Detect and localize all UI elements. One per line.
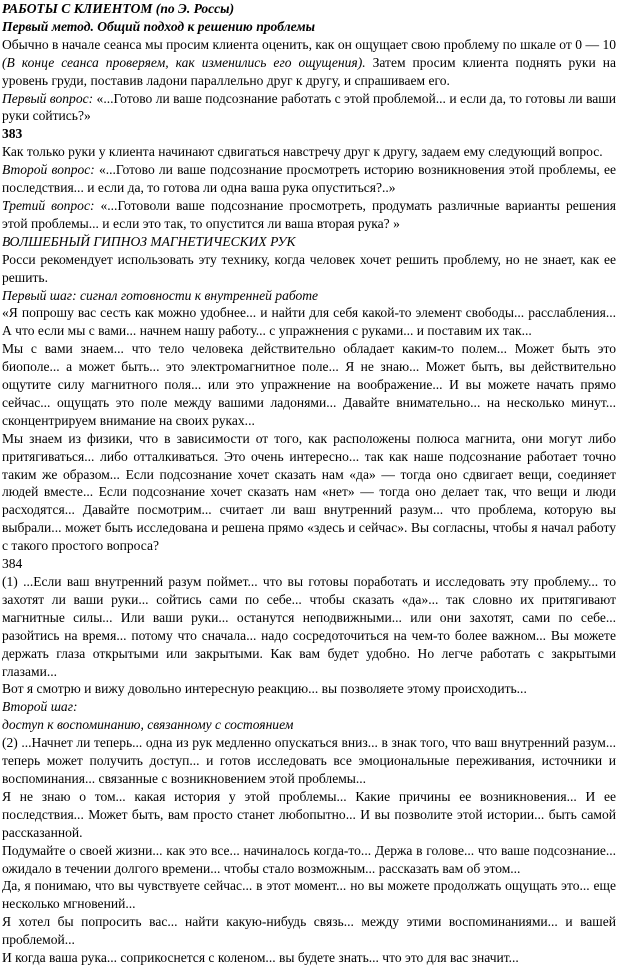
intro-text-start: Обычно в начале сеанса мы просим клиента оценить, как он ощущает свою проблему по шкале от 0 — 10	[2, 36, 616, 52]
step-2-label: Второй шаг:	[2, 699, 78, 715]
step-2-heading: доступ к воспоминанию, связанному с состоянием	[2, 717, 294, 733]
question-1-label: Первый вопрос:	[2, 90, 94, 106]
question-3-text: «...Готоволи ваше подсознание просмотреть, продумать различные варианты решения этой проблемы... и если это так, то опустится ли ваша вторая рука? »	[2, 197, 616, 231]
intro-paragraph	[2, 36, 616, 90]
paragraph-reaction: Вот я смотрю и вижу довольно интересную реакцию... вы позволяете этому происходить...	[2, 681, 527, 697]
paragraph-connection: Я хотел бы попросить вас... найти какую-нибудь связь... между этими воспоминаниями... и вашей проблемой...	[2, 914, 616, 948]
document-title: РАБОТЫ С КЛИЕНТОМ (по Э. Россы)	[2, 1, 235, 16]
question-2-text: «...Готово ли ваше подсознание просмотреть историю возникновения этой проблемы, ее последствия... и если да, то готова ли одна ваша рука опуститься?..»	[2, 162, 616, 196]
intro-text-end: Затем просим клиента поднять руки на уровень груди, поставив ладони параллельно друг к другу, и спрашиваем его.	[2, 54, 617, 88]
section-title: ВОЛШЕБНЫЙ ГИПНОЗ МАГНЕТИЧЕСКИХ РУК	[2, 233, 296, 249]
question-3	[2, 197, 616, 233]
method-heading: Первый метод. Общий подход к решению проблемы	[2, 18, 316, 34]
question-2	[2, 161, 616, 197]
paragraph-sit: «Я попрошу вас сесть как можно удобнее... и найти для себя какой-то элемент свободы... расслабления... А что если мы с вами... начнем нашу работу... с упражнения с руками... и поставим их так...	[2, 305, 616, 339]
paragraph-hands-move: Как только руки у клиента начинают сдвигаться навстречу друг к другу, задаем ему следующий вопрос.	[2, 144, 603, 160]
question-1-text: «...Готово ли ваше подсознание работать с этой проблемой... и если да, то готовы ли ваши руки сойтись?»	[2, 90, 616, 124]
paragraph-field: Мы с вами знаем... что тело человека действительно обладает каким-то полем... Может быть это биополе... а может быть... это электромагнитное поле... Я не знаю... Может быть, вы действительно ощутите силу магнитного поля... или это упражнение на воображение... И вы можете начать прямо сейчас... ощущать это поле между вашими ладонями... Давайте внимательно... на несколько минут... сконцентрируем внимание на своих руках...	[2, 341, 616, 428]
paragraph-knee: И когда ваша рука... соприкоснется с коленом... вы будете знать... что это для вас значит...	[2, 950, 519, 966]
paragraph-physics: Мы знаем из физики, что в зависимости от того, как расположены полюса магнита, они могут либо притягиваться... либо отталкиваться. Это очень интересно... так как наше подсознание работает точно таким же образом... Если подсознание хочет сказать нам «да» — тогда оно сдвигает вещи, соединяет людей вместе... Если подсознание хочет сказать нам «нет» — тогда оно делает так, что вещи и люди расходятся... Давайте посмотрим... считает ли ваш внутренний разум... что проблема, которую вы выбрали... может быть исследована и решена прямо «здесь и сейчас». Вы согласны, чтобы я начал работу с такого простого вопроса?	[2, 430, 616, 554]
question-2-label: Второй вопрос:	[2, 162, 95, 178]
paragraph-rossi: Росси рекомендует использовать эту технику, когда человек хочет решить проблему, но не знает, как ее решить.	[2, 251, 616, 285]
intro-text-italic: (В конце сеанса проверяем, как изменились его ощущения).	[2, 54, 366, 70]
page-number-384: 384	[2, 556, 23, 572]
paragraph-history: Я не знаю о том... какая история у этой проблемы... Какие причины ее возникновения... И ее последствия... Может быть, вам просто станет любопытно... И вы позволите этой истории... быть самой рассказанной.	[2, 788, 616, 840]
question-3-label: Третий вопрос:	[2, 197, 95, 213]
paragraph-step-2-instruction: (2) ...Начнет ли теперь... одна из рук медленно опускаться вниз... в знак того, что ваш внутренний разум... теперь может получить доступ... и готов исследовать все эмоциональные переживания, источники и воспоминания... связанные с возникновением этой проблемы...	[2, 735, 616, 786]
paragraph-life: Подумайте о своей жизни... как это все... начиналось когда-то... Держа в голове... что ваше подсознание... ожидало в течении долгого времени... чтобы стало возможным... рассказать вам об этом...	[2, 842, 616, 876]
paragraph-feeling: Да, я понимаю, что вы чувствуете сейчас... в этот момент... но вы можете продолжать ощущать это... еще несколько мгновений...	[2, 878, 616, 912]
step-1-heading: Первый шаг: сигнал готовности к внутренней работе	[2, 287, 319, 303]
question-1	[2, 90, 616, 126]
paragraph-step-1-instruction: (1) ...Если ваш внутренний разум поймет... что вы готовы поработать и исследовать эту проблему... то захотят ли ваши руки... сойтись сами по себе... чтобы сказать «да»... так словно их притягивают магнитные силы... Или ваши руки... останутся неподвижными... или они захотят, сами по себе... разойтись на время... потому что сначала... надо сосредоточиться на чем-то более важном... Вы можете держать глаза открытыми или закрытыми. Как вам будет удобно. Но легче работать с закрытыми глазами...	[2, 574, 616, 679]
document-page	[2, 0, 616, 967]
page-number-383: 383	[2, 126, 23, 142]
